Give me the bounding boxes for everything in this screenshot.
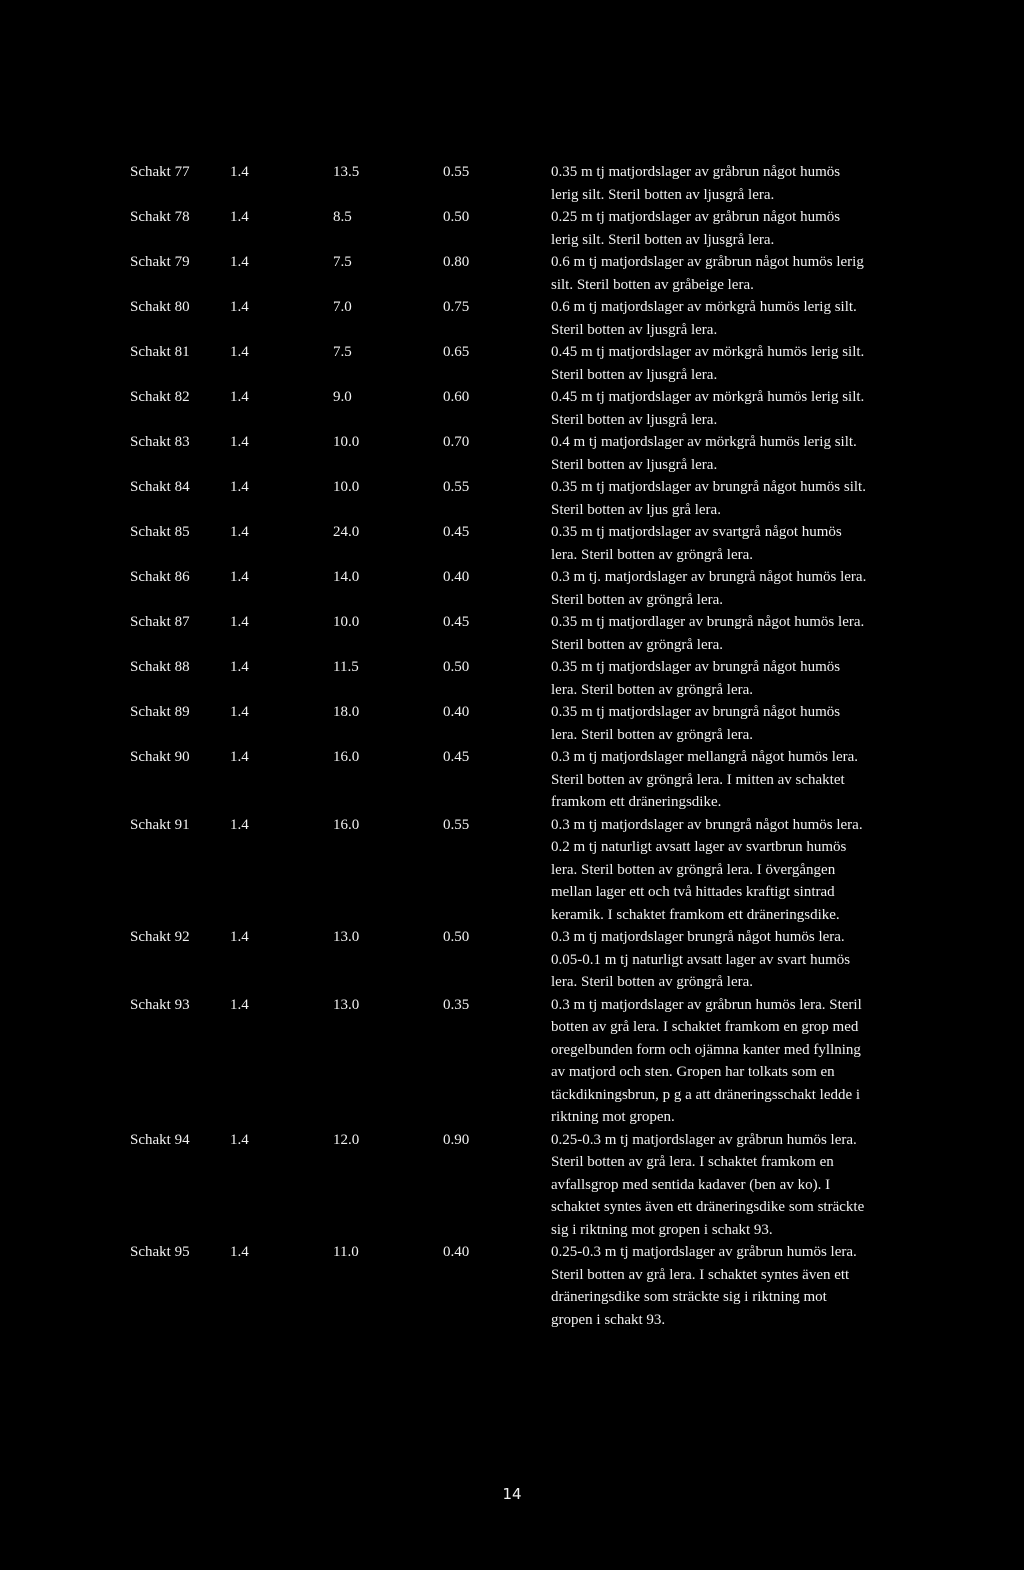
- description-line: sig i riktning mot gropen i schakt 93.: [551, 1221, 773, 1238]
- trench-width: 1.4: [230, 929, 249, 945]
- table-row: [0, 1129, 1024, 1242]
- description-line: Steril botten av ljusgrå lera.: [551, 456, 718, 473]
- description-line: 0.2 m tj naturligt avsatt lager av svartbrun humös: [551, 839, 847, 855]
- trench-name: Schakt 81: [130, 344, 190, 360]
- trench-depth: 0.50: [443, 659, 470, 675]
- description-line: keramik. I schaktet framkom ett dräneringsdike.: [551, 906, 840, 923]
- description-line: 0.35 m tj matjordlager av brungrå något humös lera.: [551, 614, 865, 630]
- trench-description: [551, 386, 951, 431]
- description-line: silt. Steril botten av gråbeige lera.: [551, 276, 754, 293]
- trench-depth: 0.65: [443, 344, 470, 360]
- trench-name: Schakt 82: [130, 389, 190, 405]
- table-row: [0, 161, 1024, 206]
- table-row: [0, 386, 1024, 431]
- trench-depth: 0.90: [443, 1131, 470, 1148]
- description-line: 0.35 m tj matjordslager av brungrå något humös: [551, 659, 841, 675]
- description-line: 0.6 m tj matjordslager av mörkgrå humös lerig silt.: [551, 299, 857, 315]
- description-line: lera. Steril botten av gröngrå lera.: [551, 726, 754, 743]
- table-row: [0, 296, 1024, 341]
- trench-description: [551, 566, 951, 611]
- trench-description: [551, 296, 951, 341]
- trench-table: [0, 161, 1024, 1331]
- trench-name: Schakt 77: [130, 164, 190, 180]
- trench-length: 13.0: [333, 996, 360, 1013]
- trench-width: 1.4: [230, 164, 249, 180]
- description-line: riktning mot gropen.: [551, 1109, 675, 1125]
- trench-name: Schakt 85: [130, 524, 190, 540]
- trench-width: 1.4: [230, 479, 249, 495]
- description-line: 0.3 m tj matjordslager av gråbrun humös lera. Steril: [551, 996, 862, 1013]
- trench-width: 1.4: [230, 524, 249, 540]
- trench-description: [551, 251, 951, 296]
- description-line: Steril botten av gröngrå lera.: [551, 636, 724, 653]
- trench-length: 7.5: [333, 254, 352, 270]
- description-line: 0.25-0.3 m tj matjordslager av gråbrun humös lera.: [551, 1244, 857, 1260]
- trench-length: 10.0: [333, 434, 360, 450]
- trench-name: Schakt 89: [130, 704, 190, 720]
- trench-length: 7.5: [333, 344, 352, 360]
- table-row: [0, 251, 1024, 296]
- trench-description: [551, 1241, 951, 1331]
- description-line: 0.25-0.3 m tj matjordslager av gråbrun humös lera.: [551, 1131, 857, 1148]
- trench-name: Schakt 84: [130, 479, 190, 495]
- page-number: 14: [502, 1485, 522, 1503]
- trench-name: Schakt 94: [130, 1131, 190, 1148]
- trench-length: 12.0: [333, 1131, 360, 1148]
- trench-description: [551, 206, 951, 251]
- trench-depth: 0.35: [443, 996, 470, 1013]
- description-line: 0.6 m tj matjordslager av gråbrun något humös lerig: [551, 254, 864, 270]
- trench-name: Schakt 87: [130, 614, 190, 630]
- trench-length: 9.0: [333, 389, 352, 405]
- trench-description: [551, 701, 951, 746]
- description-line: Steril botten av ljus grå lera.: [551, 501, 721, 518]
- trench-width: 1.4: [230, 816, 249, 833]
- trench-name: Schakt 95: [130, 1244, 190, 1260]
- trench-description: [551, 341, 951, 386]
- trench-description: [551, 611, 951, 656]
- trench-width: 1.4: [230, 996, 249, 1013]
- trench-width: 1.4: [230, 749, 249, 765]
- trench-width: 1.4: [230, 434, 249, 450]
- trench-name: Schakt 83: [130, 434, 190, 450]
- description-line: lerig silt. Steril botten av ljusgrå lera.: [551, 186, 775, 203]
- trench-name: Schakt 80: [130, 299, 190, 315]
- table-row: [0, 926, 1024, 994]
- description-line: 0.35 m tj matjordslager av gråbrun något humös: [551, 164, 841, 180]
- trench-width: 1.4: [230, 1244, 249, 1260]
- description-line: botten av grå lera. I schaktet framkom en grop med: [551, 1019, 859, 1035]
- description-line: schaktet syntes även ett dräneringsdike som sträckte: [551, 1199, 865, 1215]
- trench-depth: 0.40: [443, 704, 470, 720]
- description-line: täckdikningsbrun, p g a att dräneringsschakt ledde i: [551, 1086, 861, 1103]
- description-line: mellan lager ett och två hittades kraftigt sintrad: [551, 884, 835, 900]
- trench-depth: 0.55: [443, 479, 470, 495]
- table-row: [0, 1241, 1024, 1331]
- description-line: dräneringsdike som sträckte sig i riktning mot: [551, 1289, 827, 1305]
- trench-depth: 0.55: [443, 164, 470, 180]
- description-line: 0.3 m tj matjordslager brungrå något humös lera.: [551, 929, 845, 945]
- trench-width: 1.4: [230, 299, 249, 315]
- trench-depth: 0.50: [443, 929, 470, 945]
- description-line: 0.3 m tj matjordslager av brungrå något humös lera.: [551, 816, 863, 833]
- description-line: avfallsgrop med sentida kadaver (ben av ko). I: [551, 1176, 831, 1193]
- trench-description: [551, 656, 951, 701]
- trench-width: 1.4: [230, 704, 249, 720]
- trench-length: 11.0: [333, 1244, 359, 1260]
- trench-name: Schakt 86: [130, 569, 190, 585]
- table-row: [0, 611, 1024, 656]
- description-line: lera. Steril botten av gröngrå lera.: [551, 546, 754, 563]
- description-line: gropen i schakt 93.: [551, 1311, 666, 1328]
- description-line: Steril botten av grå lera. I schaktet syntes även ett: [551, 1266, 850, 1283]
- description-line: Steril botten av ljusgrå lera.: [551, 411, 718, 428]
- table-row: [0, 814, 1024, 927]
- trench-depth: 0.70: [443, 434, 470, 450]
- trench-width: 1.4: [230, 659, 249, 675]
- trench-length: 14.0: [333, 569, 360, 585]
- trench-depth: 0.55: [443, 816, 470, 833]
- description-line: 0.35 m tj matjordslager av svartgrå något humös: [551, 524, 842, 540]
- trench-width: 1.4: [230, 389, 249, 405]
- trench-width: 1.4: [230, 209, 249, 225]
- trench-depth: 0.60: [443, 389, 470, 405]
- trench-name: Schakt 79: [130, 254, 190, 270]
- trench-name: Schakt 92: [130, 929, 190, 945]
- table-row: [0, 206, 1024, 251]
- table-row: [0, 566, 1024, 611]
- trench-description: [551, 161, 951, 206]
- trench-description: [551, 926, 951, 994]
- description-line: 0.4 m tj matjordslager av mörkgrå humös lerig silt.: [551, 434, 857, 450]
- trench-length: 10.0: [333, 614, 360, 630]
- trench-name: Schakt 78: [130, 209, 190, 225]
- trench-name: Schakt 91: [130, 816, 190, 833]
- trench-depth: 0.80: [443, 254, 470, 270]
- description-line: Steril botten av gröngrå lera. I mitten av schaktet: [551, 771, 845, 788]
- description-line: Steril botten av gröngrå lera.: [551, 591, 724, 608]
- description-line: 0.3 m tj matjordslager mellangrå något humös lera.: [551, 749, 859, 765]
- description-line: lera. Steril botten av gröngrå lera. I övergången: [551, 861, 836, 878]
- trench-description: [551, 476, 951, 521]
- trench-description: [551, 746, 951, 814]
- trench-name: Schakt 88: [130, 659, 190, 675]
- table-row: [0, 656, 1024, 701]
- trench-depth: 0.50: [443, 209, 470, 225]
- description-line: lera. Steril botten av gröngrå lera.: [551, 681, 754, 698]
- trench-depth: 0.40: [443, 569, 470, 585]
- trench-name: Schakt 90: [130, 749, 190, 765]
- trench-description: [551, 431, 951, 476]
- trench-description: [551, 814, 951, 927]
- trench-width: 1.4: [230, 344, 249, 360]
- table-row: [0, 521, 1024, 566]
- trench-description: [551, 1129, 951, 1242]
- trench-depth: 0.45: [443, 614, 470, 630]
- description-line: Steril botten av grå lera. I schaktet framkom en: [551, 1154, 834, 1170]
- description-line: 0.45 m tj matjordslager av mörkgrå humös lerig silt.: [551, 389, 865, 405]
- description-line: 0.45 m tj matjordslager av mörkgrå humös lerig silt.: [551, 344, 865, 360]
- trench-length: 18.0: [333, 704, 360, 720]
- trench-depth: 0.45: [443, 524, 470, 540]
- trench-length: 11.5: [333, 659, 359, 675]
- trench-width: 1.4: [230, 254, 249, 270]
- table-row: [0, 746, 1024, 814]
- description-line: av matjord och sten. Gropen har tolkats som en: [551, 1064, 835, 1080]
- trench-depth: 0.75: [443, 299, 470, 315]
- description-line: Steril botten av ljusgrå lera.: [551, 366, 718, 383]
- trench-name: Schakt 93: [130, 996, 190, 1013]
- trench-length: 7.0: [333, 299, 352, 315]
- description-line: lera. Steril botten av gröngrå lera.: [551, 974, 754, 990]
- description-line: 0.35 m tj matjordslager av brungrå något humös: [551, 704, 841, 720]
- description-line: oregelbunden form och ojämna kanter med fyllning: [551, 1041, 861, 1058]
- table-row: [0, 431, 1024, 476]
- trench-length: 16.0: [333, 749, 360, 765]
- description-line: 0.35 m tj matjordslager av brungrå något humös silt.: [551, 479, 866, 495]
- trench-depth: 0.45: [443, 749, 470, 765]
- description-line: 0.3 m tj. matjordslager av brungrå något humös lera.: [551, 569, 867, 585]
- description-line: Steril botten av ljusgrå lera.: [551, 321, 718, 338]
- table-row: [0, 341, 1024, 386]
- description-line: 0.25 m tj matjordslager av gråbrun något humös: [551, 209, 841, 225]
- description-line: 0.05-0.1 m tj naturligt avsatt lager av svart humös: [551, 951, 851, 968]
- trench-description: [551, 994, 951, 1129]
- trench-width: 1.4: [230, 1131, 249, 1148]
- trench-description: [551, 521, 951, 566]
- trench-length: 13.5: [333, 164, 360, 180]
- trench-depth: 0.40: [443, 1244, 470, 1260]
- trench-length: 13.0: [333, 929, 360, 945]
- trench-length: 10.0: [333, 479, 360, 495]
- description-line: framkom ett dräneringsdike.: [551, 794, 722, 810]
- trench-length: 24.0: [333, 524, 360, 540]
- table-row: [0, 476, 1024, 521]
- table-row: [0, 701, 1024, 746]
- trench-width: 1.4: [230, 569, 249, 585]
- description-line: lerig silt. Steril botten av ljusgrå lera.: [551, 231, 775, 248]
- trench-length: 8.5: [333, 209, 352, 225]
- trench-length: 16.0: [333, 816, 360, 833]
- table-row: [0, 994, 1024, 1129]
- trench-width: 1.4: [230, 614, 249, 630]
